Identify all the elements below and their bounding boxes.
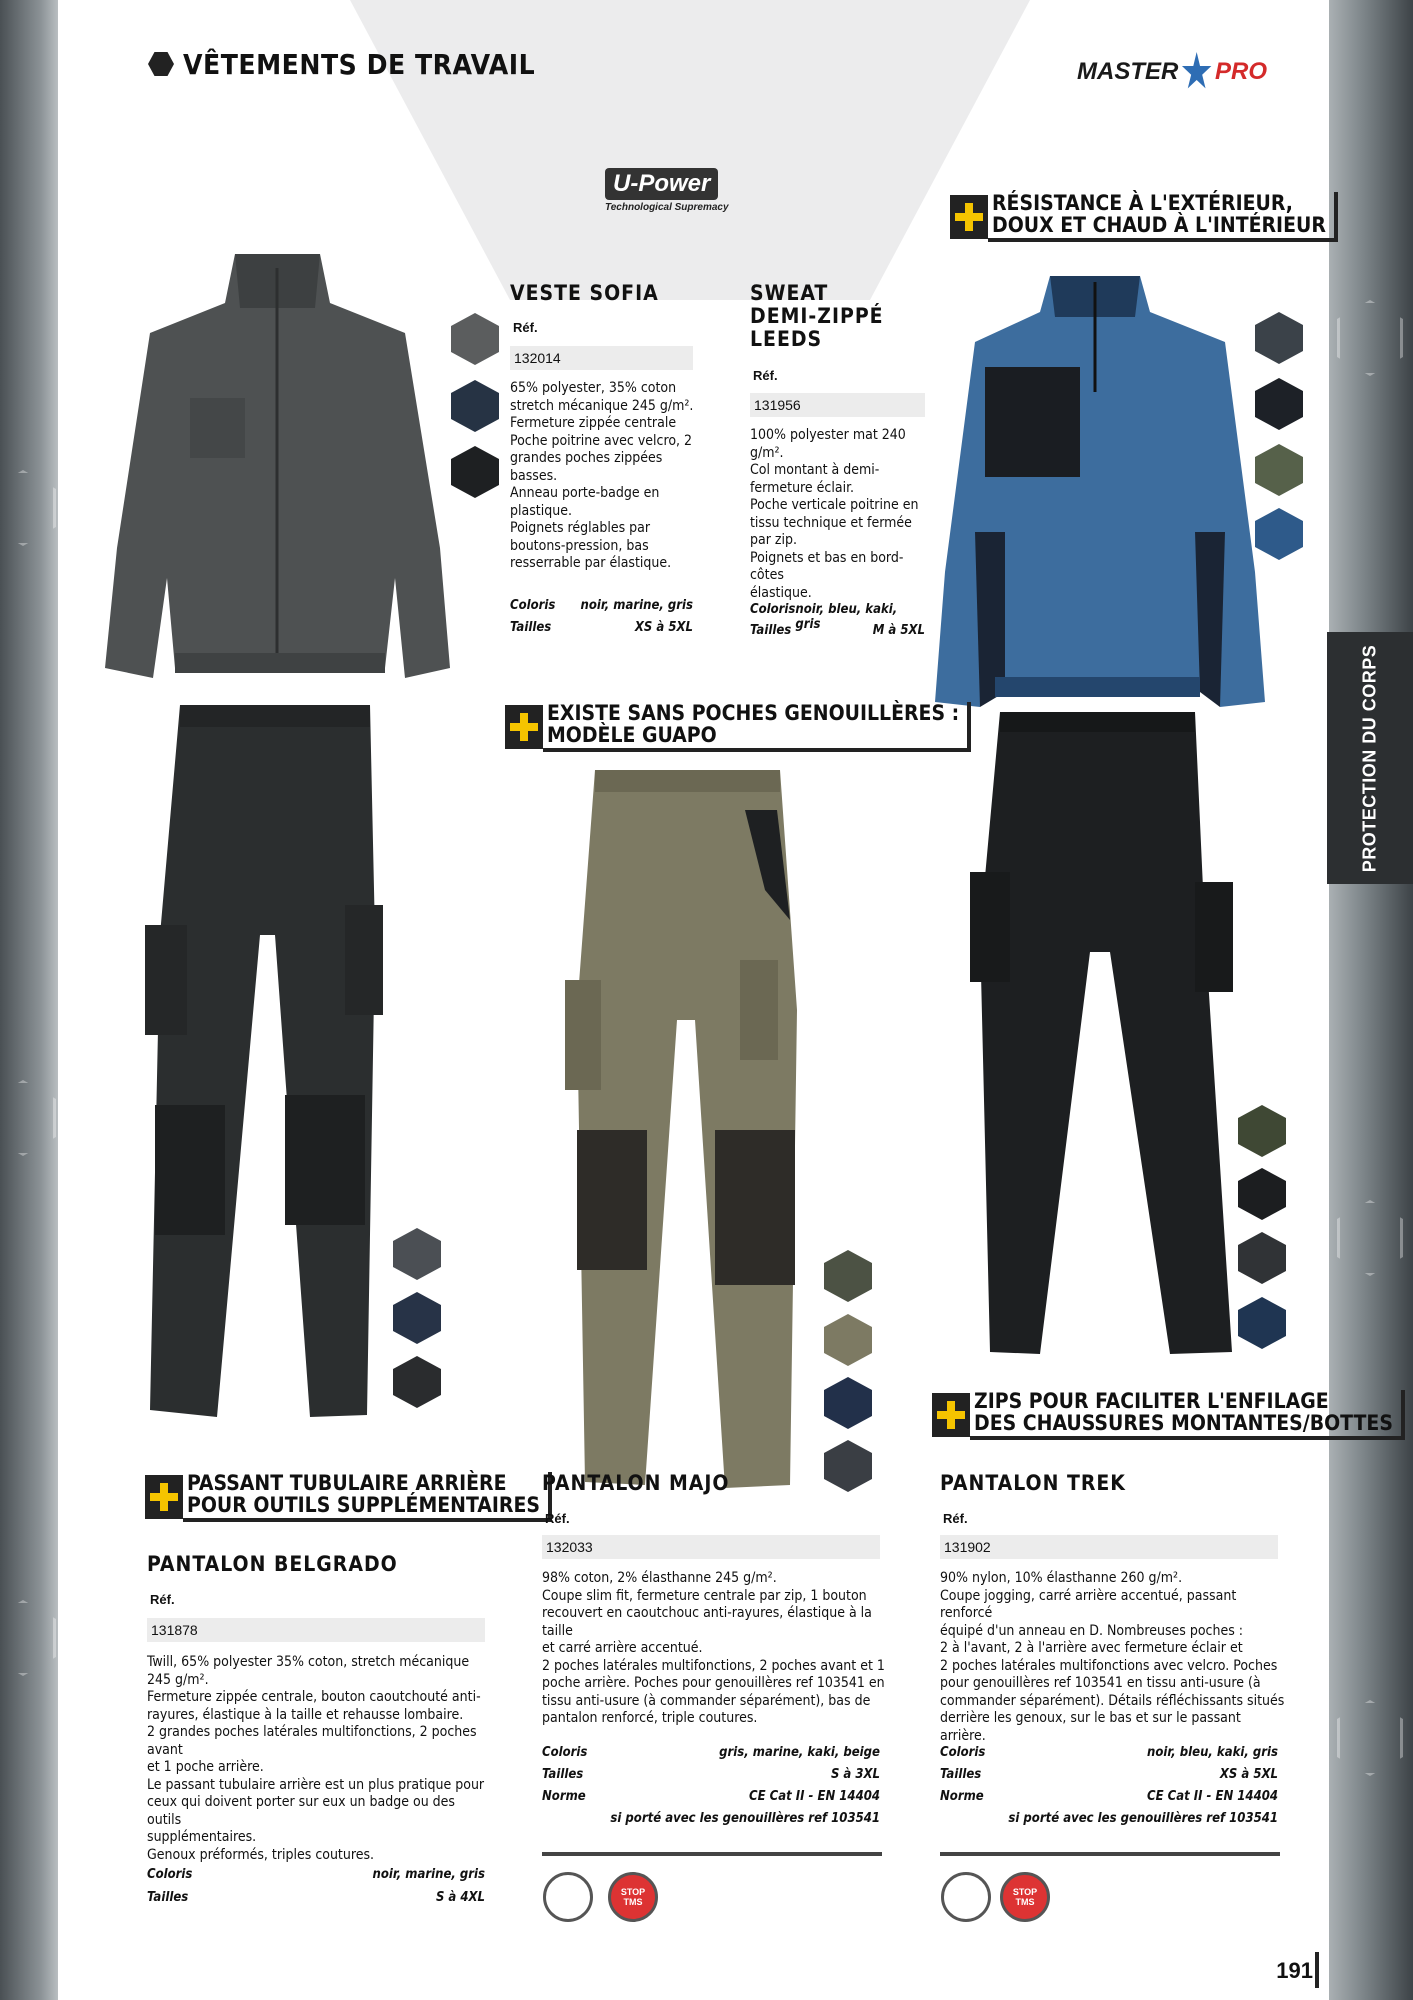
desc-line: et 1 poche arrière.	[147, 1759, 264, 1775]
desc-line: Anneau porte-badge en	[510, 485, 660, 501]
desc-line: Poignets réglables par	[510, 520, 651, 536]
desc-line: Col montant à demi-	[750, 462, 880, 478]
masterpro-logo	[1077, 50, 1267, 94]
spec-label: Coloris	[750, 602, 796, 617]
desc-line: boutons-pression, bas	[510, 537, 649, 554]
spec-label: Tailles	[940, 1767, 982, 1782]
spec-tailles	[542, 1767, 880, 1782]
color-swatch	[451, 380, 499, 432]
desc-line: Twill, 65% polyester 35% coton, stretch mécanique	[147, 1654, 470, 1670]
desc-line: équipé d'un anneau en D. Nombreuses poches :	[940, 1622, 1244, 1639]
desc-line: 98% coton, 2% élasthanne 245 g/m².	[542, 1570, 777, 1586]
spec-value: M à 5XL	[872, 623, 925, 638]
plus-icon	[145, 1475, 183, 1519]
product-ref: 131956	[750, 393, 925, 417]
plus-icon	[932, 1393, 970, 1437]
right-decorative-band	[1329, 0, 1413, 2000]
callout-line: DOUX ET CHAUD À L'INTÉRIEUR	[992, 213, 1326, 237]
pantalon-trek-image	[970, 712, 1235, 1357]
spec-label: Tailles	[147, 1890, 189, 1905]
color-swatch	[393, 1228, 441, 1280]
callout-line: RÉSISTANCE À L'EXTÉRIEUR,	[992, 191, 1293, 215]
desc-line: Fermeture zippée centrale, bouton caoutchouté anti-	[147, 1689, 481, 1705]
color-swatch	[451, 446, 499, 498]
left-decorative-band	[0, 0, 58, 2000]
desc-line: Poignets et bas en bord-côtes	[750, 549, 904, 583]
plus-icon	[950, 195, 988, 239]
desc-line: tissu anti-usure (à commander séparément), bas de	[542, 1692, 871, 1709]
color-swatch	[393, 1292, 441, 1344]
upower-logo	[605, 168, 775, 228]
product-title: PANTALON BELGRADO	[147, 1552, 398, 1576]
desc-line: commander séparément). Détails réfléchissants situés	[940, 1692, 1285, 1709]
desc-line: Coupe jogging, carré arrière accentué, passant renforcé	[940, 1587, 1237, 1621]
product-ref: 132033	[542, 1535, 880, 1559]
desc-line: 2 poches latérales multifonctions, 2 poches avant et 1	[542, 1657, 885, 1674]
side-tab-label-wrap	[1327, 632, 1413, 884]
product-title: VESTE SOFIA	[510, 281, 659, 305]
desc-line: grandes poches zippées basses.	[510, 450, 663, 484]
spec-label: Coloris	[510, 598, 556, 613]
section-title: VÊTEMENTS DE TRAVAIL	[183, 48, 536, 81]
callout-belgrado	[145, 1472, 552, 1522]
product-ref: 132014	[510, 346, 693, 370]
divider	[940, 1852, 1280, 1856]
spec-norme	[940, 1789, 1278, 1804]
pantalon-majo-image	[565, 770, 810, 1490]
spec-value: S à 4XL	[435, 1890, 485, 1905]
color-swatch	[451, 313, 499, 365]
pantalon-belgrado-image	[145, 705, 385, 1420]
callout-sweat-text	[988, 192, 1338, 242]
divider	[542, 1852, 882, 1856]
desc-line: 90% nylon, 10% élasthanne 260 g/m².	[940, 1570, 1183, 1586]
title-line: DEMI-ZIPPÉ	[750, 304, 884, 328]
veste-sofia-image	[105, 248, 450, 683]
product-description	[542, 1570, 887, 1728]
desc-line: et carré arrière accentué.	[542, 1640, 703, 1656]
desc-line: Poche poitrine avec velcro, 2	[510, 432, 693, 449]
color-swatch	[1238, 1168, 1286, 1220]
spec-value: CE Cat II - EN 14404	[1146, 1789, 1278, 1804]
spec-value: noir, marine, gris	[580, 598, 693, 613]
spec-value: XS à 5XL	[1219, 1767, 1278, 1782]
desc-line: pour genouillères ref 103541 en tissu anti-usure (à	[940, 1675, 1261, 1691]
color-swatch	[824, 1250, 872, 1302]
spec-note: si porté avec les genouillères ref 103541	[1008, 1811, 1278, 1826]
spec-tailles	[750, 623, 925, 638]
desc-line: 100% polyester mat 240 g/m².	[750, 427, 906, 461]
callout-line: MODÈLE GUAPO	[547, 723, 717, 747]
desc-line: poche arrière. Poches pour genouillères ref 103541 en	[542, 1675, 885, 1691]
spec-coloris	[147, 1867, 485, 1882]
color-swatch	[824, 1440, 872, 1492]
desc-line: tissu technique et fermée	[750, 514, 912, 531]
desc-line: 65% polyester, 35% coton	[510, 380, 677, 396]
spec-label: Coloris	[542, 1745, 588, 1760]
spec-tailles	[147, 1890, 485, 1905]
trousers-pictogram-icon	[543, 1872, 593, 1922]
callout-majo-text	[543, 702, 971, 752]
page-number: 191	[1276, 1958, 1313, 1983]
callout-line: PASSANT TUBULAIRE ARRIÈRE	[187, 1471, 507, 1495]
desc-line: pantalon renforcé, triple coutures.	[542, 1710, 758, 1726]
callout-line: POUR OUTILS SUPPLÉMENTAIRES	[187, 1493, 540, 1517]
callout-belgrado-text	[183, 1472, 552, 1522]
color-swatch	[1238, 1105, 1286, 1157]
title-line: SWEAT	[750, 281, 829, 305]
desc-line: 245 g/m².	[147, 1671, 209, 1688]
callout-line: EXISTE SANS POCHES GENOUILLÈRES :	[547, 701, 960, 725]
desc-line: 2 à l'avant, 2 à l'arrière avec fermeture éclair et	[940, 1640, 1243, 1656]
plus-icon	[505, 705, 543, 749]
spec-coloris	[940, 1745, 1278, 1760]
desc-line: Fermeture zippée centrale	[510, 415, 677, 431]
desc-line: resserrable par élastique.	[510, 555, 672, 571]
spec-value: XS à 5XL	[634, 620, 693, 635]
spec-label: Norme	[542, 1789, 586, 1804]
spec-label: Tailles	[542, 1767, 584, 1782]
callout-line: DES CHAUSSURES MONTANTES/BOTTES	[974, 1411, 1393, 1435]
spec-value: noir, marine, gris	[372, 1867, 485, 1882]
ref-label: Réf.	[943, 1511, 968, 1526]
color-swatch	[824, 1377, 872, 1429]
desc-line: Coupe slim fit, fermeture centrale par zip, 1 bouton	[542, 1587, 867, 1604]
spec-label: Tailles	[510, 620, 552, 635]
desc-line: 2 poches latérales multifonctions avec velcro. Poches	[940, 1657, 1278, 1674]
jacket-pictogram-icon	[941, 1872, 991, 1922]
spec-note: si porté avec les genouillères ref 103541	[610, 1811, 880, 1826]
stop-tms-icon: STOP TMS	[608, 1872, 658, 1922]
color-swatch	[824, 1314, 872, 1366]
ref-label: Réf.	[513, 320, 538, 335]
desc-line: rayures, élastique à la taille et rehausse lombaire.	[147, 1706, 464, 1723]
spec-label: Coloris	[147, 1867, 193, 1882]
spec-value: S à 3XL	[830, 1767, 880, 1782]
brand-pro: PRO	[1214, 58, 1267, 85]
ref-label: Réf.	[150, 1592, 175, 1607]
spec-tailles	[510, 620, 693, 635]
desc-line: élastique.	[750, 584, 812, 601]
ref-label: Réf.	[753, 368, 778, 383]
spec-value: CE Cat II - EN 14404	[748, 1789, 880, 1804]
side-tab-label: PROTECTION DU CORPS	[1359, 644, 1380, 872]
spec-norme	[542, 1789, 880, 1804]
spec-label: Coloris	[940, 1745, 986, 1760]
desc-line: par zip.	[750, 532, 797, 548]
callout-majo	[505, 702, 971, 752]
spec-label: Norme	[940, 1789, 984, 1804]
product-title: PANTALON MAJO	[542, 1471, 730, 1495]
product-ref: 131902	[940, 1535, 1278, 1559]
spec-value: noir, bleu, kaki, gris	[795, 602, 898, 632]
desc-line: fermeture éclair.	[750, 479, 854, 496]
stop-tms-icon: STOP TMS	[1000, 1872, 1050, 1922]
brand-master: MASTER	[1077, 58, 1179, 85]
product-description	[510, 380, 695, 573]
color-swatch	[1238, 1232, 1286, 1284]
callout-line: ZIPS POUR FACILITER L'ENFILAGE	[974, 1389, 1329, 1413]
desc-line: ceux qui doivent porter sur eux un badge ou des outils	[147, 1794, 455, 1828]
callout-trek	[932, 1390, 1405, 1440]
background-diamond-shape	[350, 0, 1030, 300]
desc-line: recouvert en caoutchouc anti-rayures, élastique à la taille	[542, 1605, 872, 1639]
desc-line: stretch mécanique 245 g/m².	[510, 397, 694, 414]
spec-label: Tailles	[750, 623, 792, 638]
desc-line: Poche verticale poitrine en	[750, 497, 919, 513]
section-hexagon-icon	[148, 52, 174, 76]
callout-trek-text	[970, 1390, 1405, 1440]
desc-line: derrière les genoux, sur le bas et sur le passant arrière.	[940, 1710, 1241, 1744]
product-ref: 131878	[147, 1618, 485, 1642]
upower-tagline: Technological Supremacy	[605, 202, 729, 213]
spec-coloris	[542, 1745, 880, 1760]
desc-line: supplémentaires.	[147, 1829, 257, 1845]
spec-tailles	[940, 1767, 1278, 1782]
product-title: PANTALON TREK	[940, 1471, 1126, 1495]
desc-line: Genoux préformés, triples coutures.	[147, 1846, 375, 1863]
upower-name: U-Power	[605, 168, 718, 200]
page-number-bar	[1315, 1952, 1319, 1988]
desc-line: plastique.	[510, 502, 572, 519]
desc-line: 2 grandes poches latérales multifonctions, 2 poches avant	[147, 1724, 477, 1758]
ref-label: Réf.	[545, 1511, 570, 1526]
color-swatch	[1238, 1297, 1286, 1349]
product-description	[940, 1570, 1285, 1745]
sweat-leeds-image	[935, 272, 1265, 712]
star-icon	[1181, 52, 1212, 92]
product-title	[750, 282, 884, 351]
title-line: LEEDS	[750, 327, 823, 351]
spec-value: noir, bleu, kaki, gris	[1147, 1745, 1278, 1760]
desc-line: Le passant tubulaire arrière est un plus pratique pour	[147, 1776, 485, 1793]
spec-coloris	[510, 598, 693, 613]
product-description	[147, 1654, 492, 1864]
product-description	[750, 427, 930, 602]
spec-value: gris, marine, kaki, beige	[719, 1745, 880, 1760]
callout-sweat	[950, 192, 1338, 242]
color-swatch	[393, 1356, 441, 1408]
